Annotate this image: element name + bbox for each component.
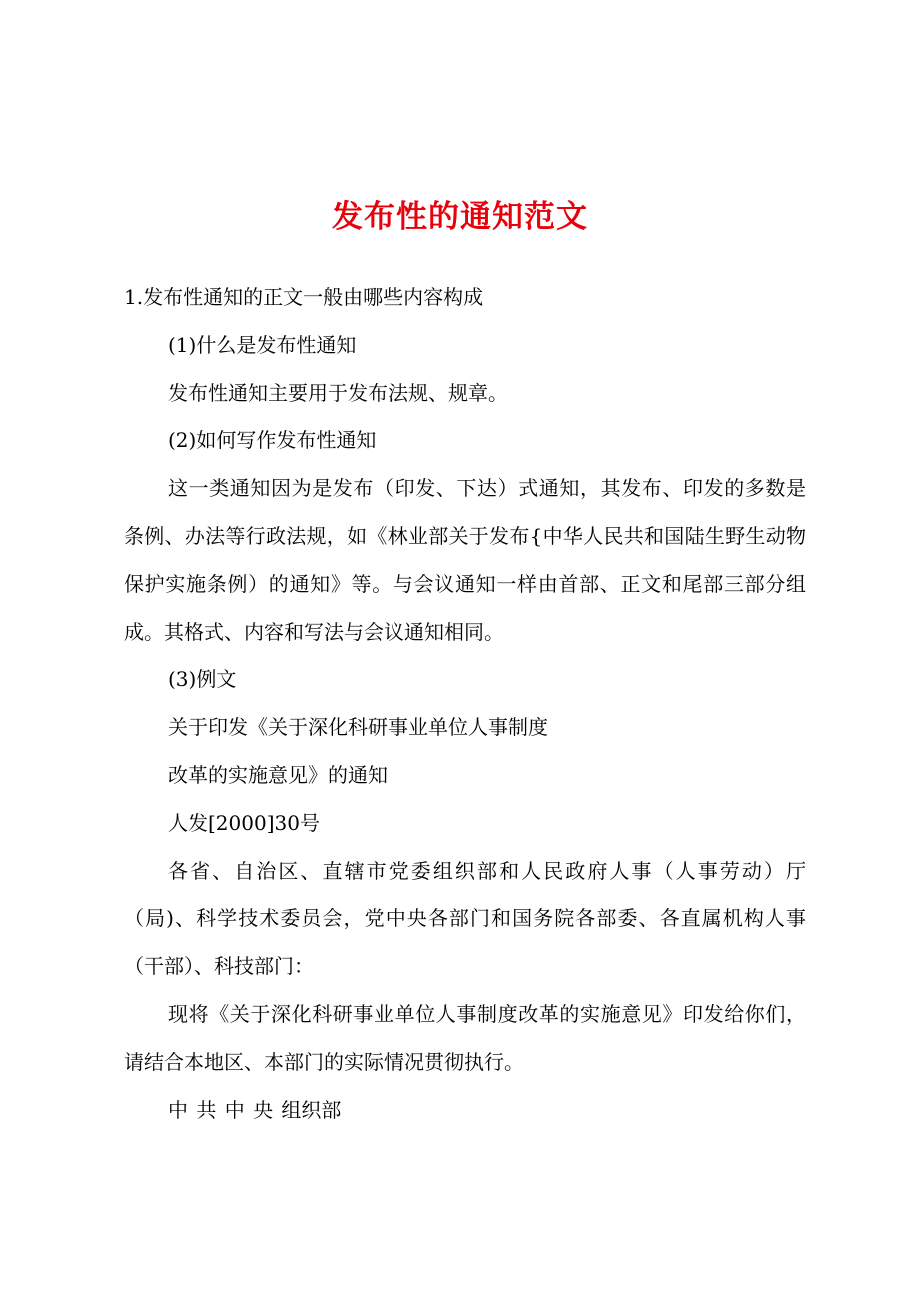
document-title: 发布性的通知范文: [332, 199, 588, 235]
paragraph: 这一类通知因为是发布（印发、下达）式通知，其发布、印发的多数是条例、办法等行政法规，如《林业部关于发布{中华人民共和国陆生野生动物保护实施条例）的通知》等。与会议通知一样由首部、正文和尾部三部分组成。其格式、内容和写法与会议通知相同。: [124, 476, 806, 644]
paragraph: 发布性通知主要用于发布法规、规章。: [168, 380, 508, 405]
subsection-heading: (1)什么是发布性通知: [168, 332, 357, 357]
example-title-line: 关于印发《关于深化科研事业单位人事制度: [168, 715, 548, 740]
signature: 中 共 中 央 组织部: [168, 1097, 342, 1122]
section-heading: 1.发布性通知的正文一般由哪些内容构成: [124, 285, 484, 309]
document-number: 人发[2000]30号: [168, 810, 320, 835]
subsection-heading: (3)例文: [168, 667, 237, 692]
paragraph: 现将《关于深化科研事业单位人事制度改革的实施意见》印发给你们，请结合本地区、本部门的实际情况贯彻执行。: [124, 1001, 806, 1074]
subsection-heading: (2)如何写作发布性通知: [168, 428, 377, 453]
example-title-line: 改革的实施意见》的通知: [168, 762, 388, 787]
document-body: [124, 274, 806, 1134]
addressee: 各省、自治区、直辖市党委组织部和人民政府人事（人事劳动）厅（局)、科学技术委员会，党中央各部门和国务院各部委、各直属机构人事（干部）、科技部门：: [124, 858, 806, 979]
